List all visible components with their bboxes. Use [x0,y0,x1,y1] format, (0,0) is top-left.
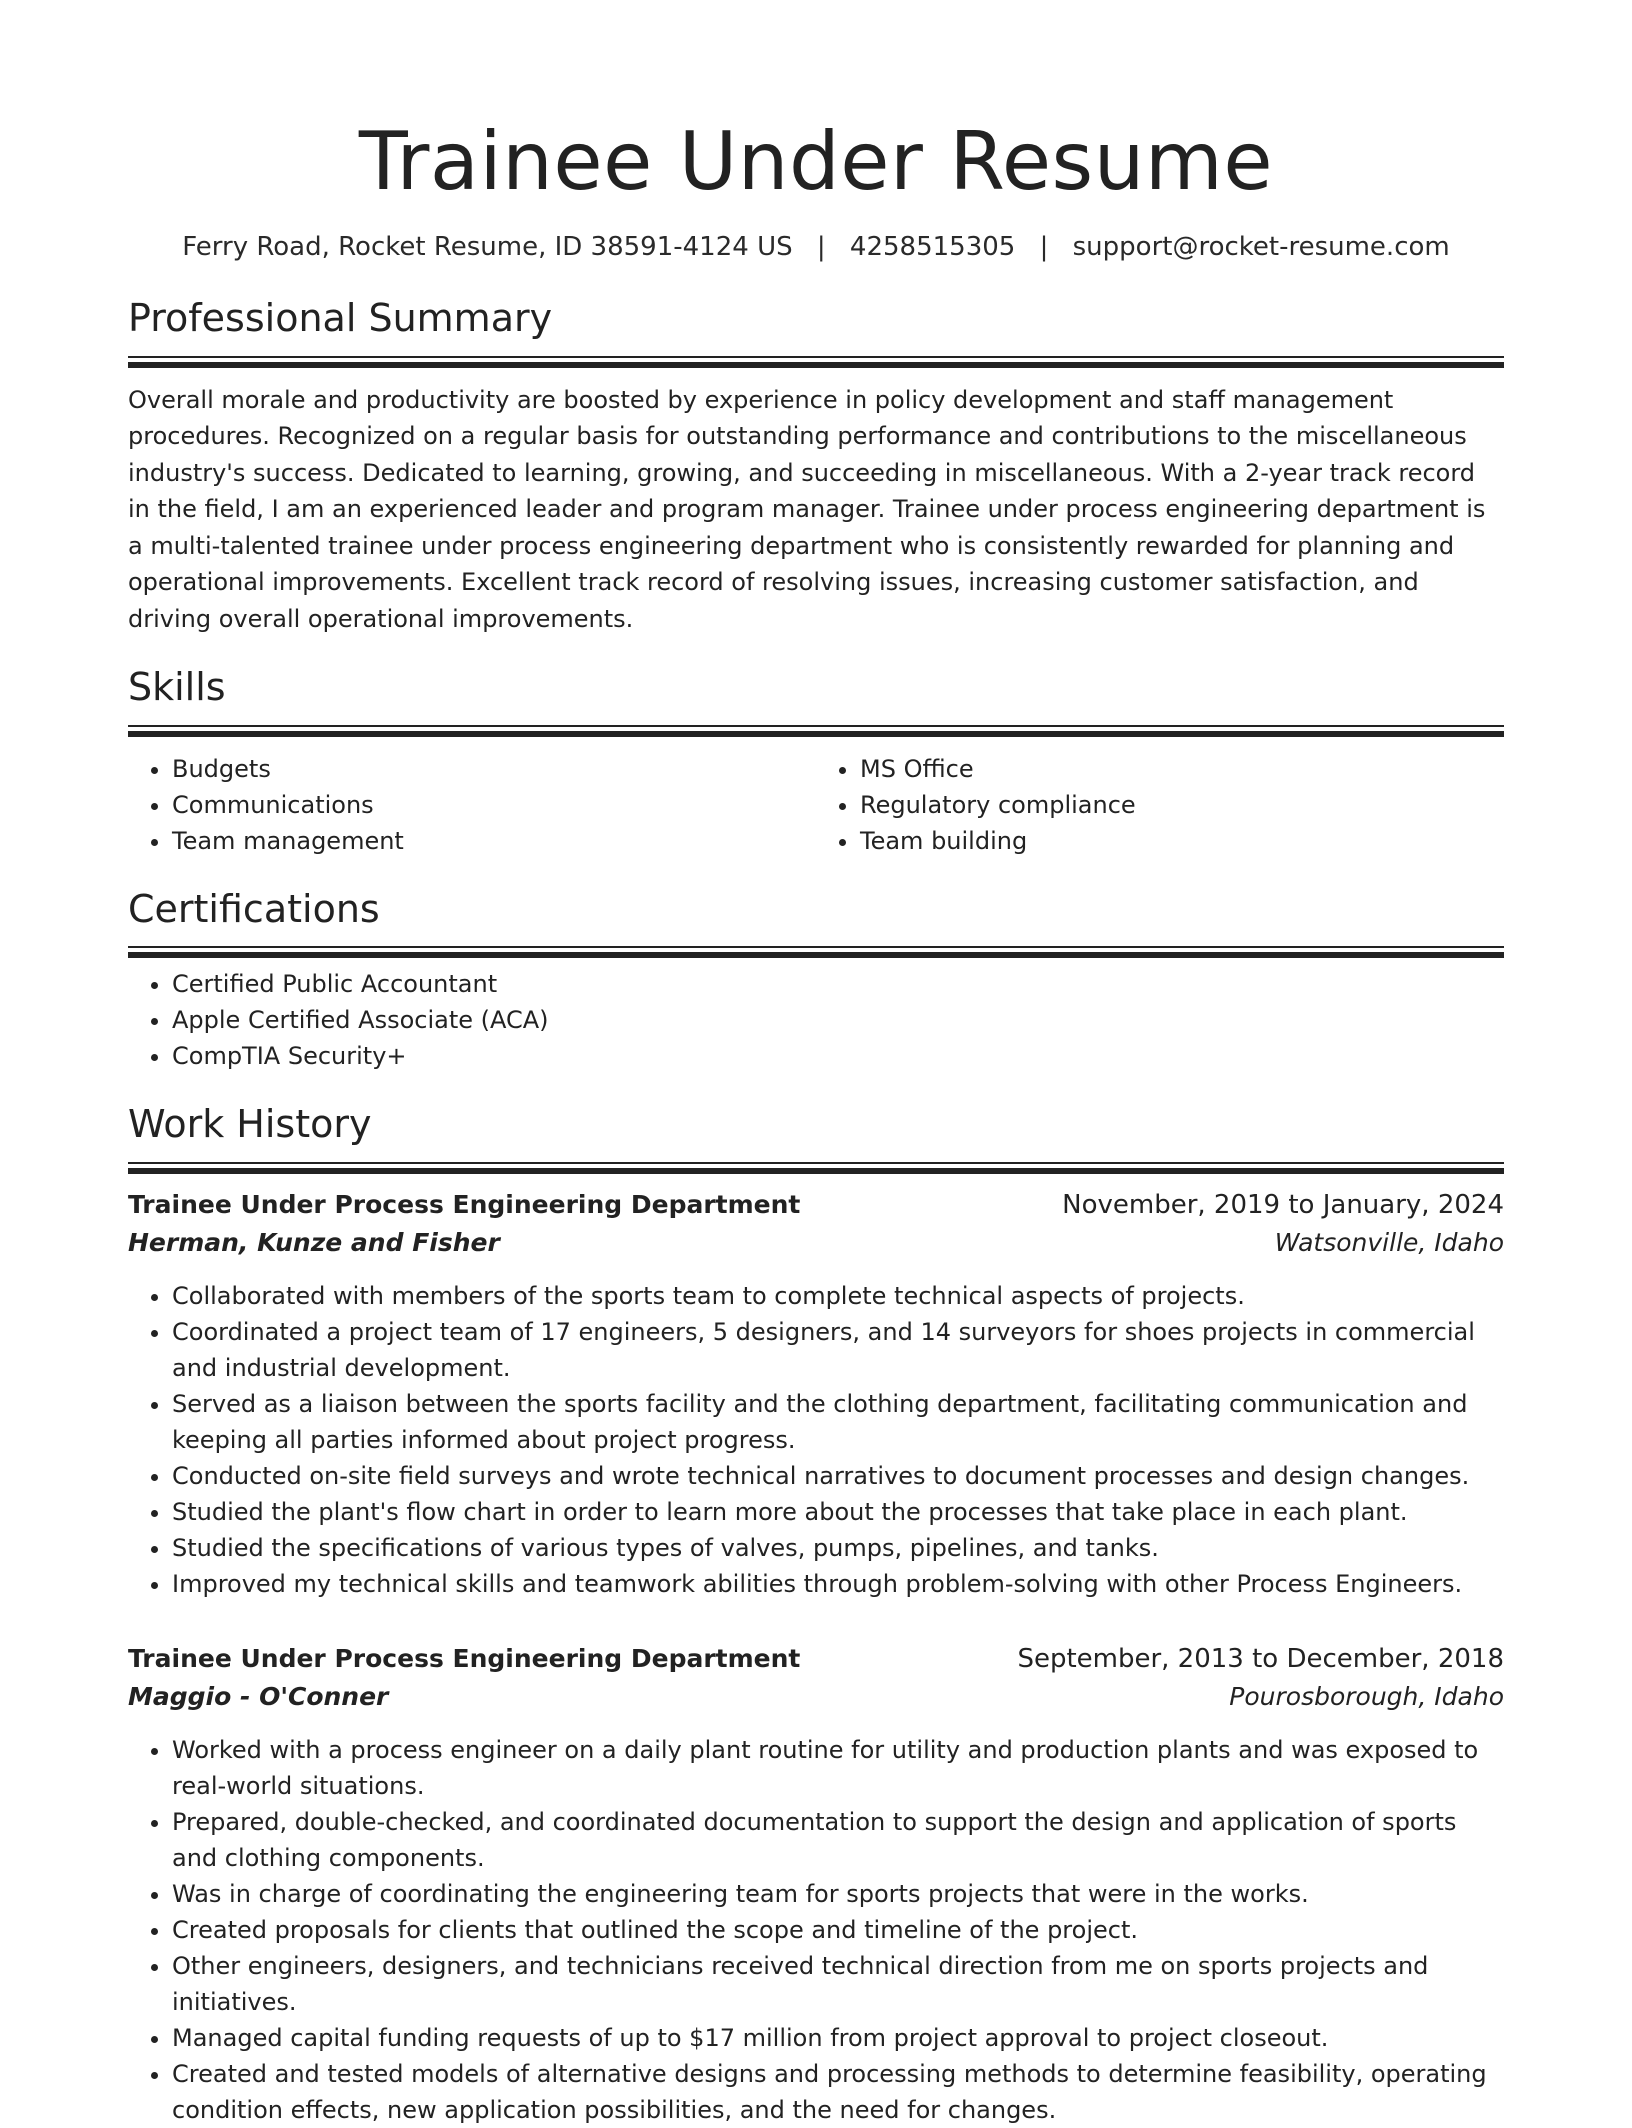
job-subheader [128,1224,1504,1262]
certification-item: • Certified Public Accountant [172,966,1504,1002]
job-entry [128,1186,1504,1602]
skill-item: • MS Office [860,751,1504,787]
job-bullets [128,1278,1504,1602]
contact-phone: 4258515305 [849,232,1016,262]
contact-line [128,232,1504,262]
certifications-section [128,887,1504,1075]
job-location: Pourosborough, Idaho [1229,1681,1504,1711]
skill-item: • Communications [172,787,816,823]
job-location: Watsonville, Idaho [1274,1227,1504,1257]
summary-text: Overall morale and productivity are boosted by experience in policy development and staff management procedures. Recognized on a regular basis for outstanding performance and contributions to the miscellaneous industry's success. Dedicated to learning, growing, and succeeding in miscellaneous. With a 2-year track record in the field, I am an experienced leader and program manager. Trainee under process engineering department is a multi-talented trainee under process engineering department who is consistently rewarded for planning and operational improvements. Excellent track record of resolving issues, increasing customer satisfaction, and driving overall operational improvements. [128,385,1486,633]
skill-item: • Budgets [172,751,816,787]
skill-item: • Regulatory compliance [860,787,1504,823]
job-company: Herman, Kunze and Fisher [128,1227,500,1257]
section-title-work-history: Work History [128,1102,372,1147]
section-divider [128,946,1504,954]
job-bullet: • Improved my technical skills and teamwork abilities through problem-solving with other Process Engineers. [172,1566,1504,1602]
job-title: Trainee Under Process Engineering Department [128,1643,801,1673]
job-entry [128,1640,1504,2128]
job-bullets [128,1732,1504,2128]
job-bullet: • Created proposals for clients that outlined the scope and timeline of the project. [172,1912,1504,1948]
summary-section [128,296,1504,637]
section-divider [128,725,1504,733]
job-bullet: • Was in charge of coordinating the engineering team for sports projects that were in the works. [172,1876,1504,1912]
job-bullet: • Served as a liaison between the sports facility and the clothing department, facilitating communication and keeping all parties informed about project progress. [172,1386,1504,1458]
certifications-list [128,966,1504,1074]
section-divider [128,356,1504,364]
job-bullet: • Prepared, double-checked, and coordinated documentation to support the design and application of sports and clothing components. [172,1804,1504,1876]
job-bullet: • Coordinated a project team of 17 engineers, 5 designers, and 14 surveyors for shoes projects in commercial and industrial development. [172,1314,1504,1386]
contact-email: support@rocket-resume.com [1072,232,1450,262]
job-subheader [128,1678,1504,1716]
section-title-certifications: Certifications [128,886,380,931]
section-title-skills: Skills [128,665,226,710]
job-bullet: • Managed capital funding requests of up to $17 million from project approval to project closeout. [172,2020,1504,2056]
resume-name: Trainee Under Resume [358,115,1274,208]
skills-section [128,665,1504,859]
job-title: Trainee Under Process Engineering Department [128,1189,801,1219]
job-header [128,1186,1504,1224]
job-header [128,1640,1504,1678]
contact-separator: | [1039,232,1049,262]
job-bullet: • Studied the specifications of various types of valves, pumps, pipelines, and tanks. [172,1530,1504,1566]
job-dates: November, 2019 to January, 2024 [1062,1189,1504,1220]
job-bullet: • Collaborated with members of the sports team to complete technical aspects of projects. [172,1278,1504,1314]
job-bullet: • Conducted on-site field surveys and wrote technical narratives to document processes and design changes. [172,1458,1504,1494]
skill-item: • Team building [860,823,1504,859]
contact-separator: | [816,232,826,262]
skills-list-right [816,751,1504,859]
skills-grid [128,745,1504,859]
section-title-summary: Professional Summary [128,296,553,340]
contact-address: Ferry Road, Rocket Resume, ID 38591-4124 US [182,232,793,262]
job-bullet: • Created and tested models of alternative designs and processing methods to determine feasibility, operating condition effects, new application possibilities, and the need for changes. [172,2056,1504,2128]
certification-item: • CompTIA Security+ [172,1038,1504,1074]
job-bullet: • Other engineers, designers, and technicians received technical direction from me on sports projects and initiatives. [172,1948,1504,2020]
job-bullet: • Worked with a process engineer on a daily plant routine for utility and production plants and was exposed to real-world situations. [172,1732,1504,1804]
job-company: Maggio - O'Conner [128,1681,389,1711]
section-divider [128,1162,1504,1170]
skills-list-left [128,751,816,859]
job-dates: September, 2013 to December, 2018 [1017,1643,1504,1674]
skill-item: • Team management [172,823,816,859]
certification-item: • Apple Certified Associate (ACA) [172,1002,1504,1038]
work-history-section [128,1102,1504,2128]
job-bullet: • Studied the plant's flow chart in order to learn more about the processes that take place in each plant. [172,1494,1504,1530]
